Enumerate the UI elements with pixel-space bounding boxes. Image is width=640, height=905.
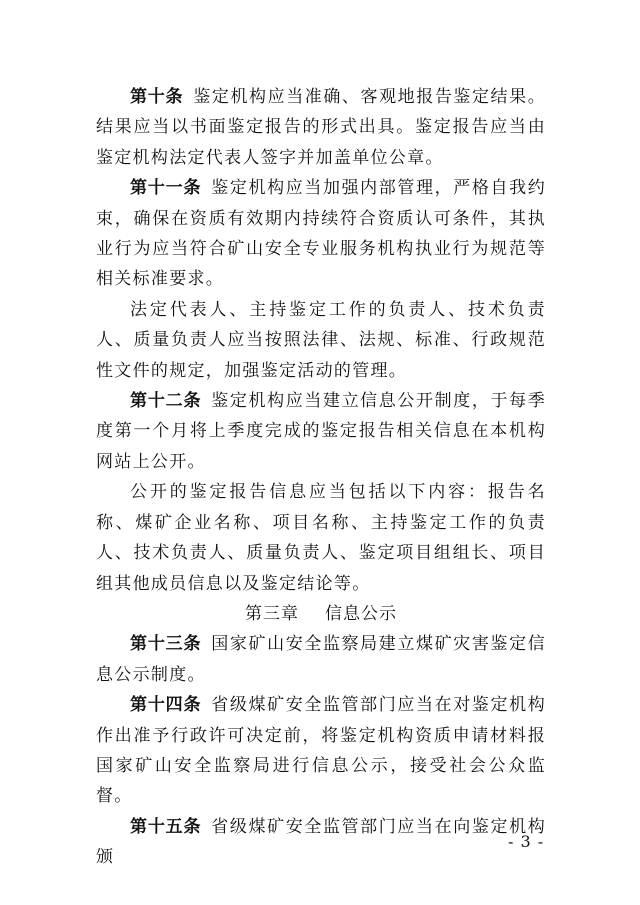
article-text: 鉴定机构应当建立信息公开制度，于每季度第一个月将上季度完成的鉴定报告相关信息在本机构网站上公开。 [96, 391, 547, 472]
article-number: 第十二条 [130, 391, 202, 412]
article-11-paragraph-2 [96, 295, 546, 386]
article-12 [96, 386, 546, 477]
paragraph-text: 法定代表人、主持鉴定工作的负责人、技术负责人、质量负责人应当按照法律、法规、标准、行政规范性文件的规定，加强鉴定活动的管理。 [96, 299, 546, 381]
chapter-number: 第三章 [245, 603, 299, 624]
article-text: 省级煤矿安全监管部门应当在向鉴定机构颁 [96, 816, 547, 868]
article-10 [96, 82, 546, 173]
article-13 [96, 629, 546, 690]
article-number: 第十四条 [130, 695, 202, 716]
article-15 [96, 812, 546, 873]
article-number: 第十三条 [130, 634, 202, 655]
page-number: - 3 - [508, 832, 545, 851]
article-number: 第十五条 [130, 816, 202, 837]
article-text: 鉴定机构应当加强内部管理，严格自我约束，确保在资质有效期内持续符合资质认可条件，其执业行为应当符合矿山安全专业服务机构执业行为规范等相关标准要求。 [96, 178, 547, 290]
article-number: 第十一条 [130, 178, 202, 199]
article-14 [96, 690, 546, 812]
chapter-heading [96, 599, 546, 629]
article-number: 第十条 [130, 87, 184, 107]
article-text: 鉴定机构应当准确、客观地报告鉴定结果。结果应当以书面鉴定报告的形式出具。鉴定报告应当由鉴定机构法定代表人签字并加盖单位公章。 [96, 87, 546, 168]
article-text: 国家矿山安全监察局建立煤矿灾害鉴定信息公示制度。 [96, 634, 547, 685]
article-text: 省级煤矿安全监管部门应当在对鉴定机构作出准予行政许可决定前，将鉴定机构资质申请材料报国家矿山安全监察局进行信息公示，接受社会公众监督。 [96, 695, 547, 807]
paragraph-text: 公开的鉴定报告信息应当包括以下内容：报告名称、煤矿企业名称、项目名称、主持鉴定工作的负责人、技术负责人、质量负责人、鉴定项目组组长、项目组其他成员信息以及鉴定结论等。 [96, 482, 546, 594]
article-12-paragraph-2 [96, 477, 546, 599]
document-body [96, 82, 546, 873]
chapter-title: 信息公示 [325, 603, 397, 624]
article-11 [96, 173, 546, 295]
